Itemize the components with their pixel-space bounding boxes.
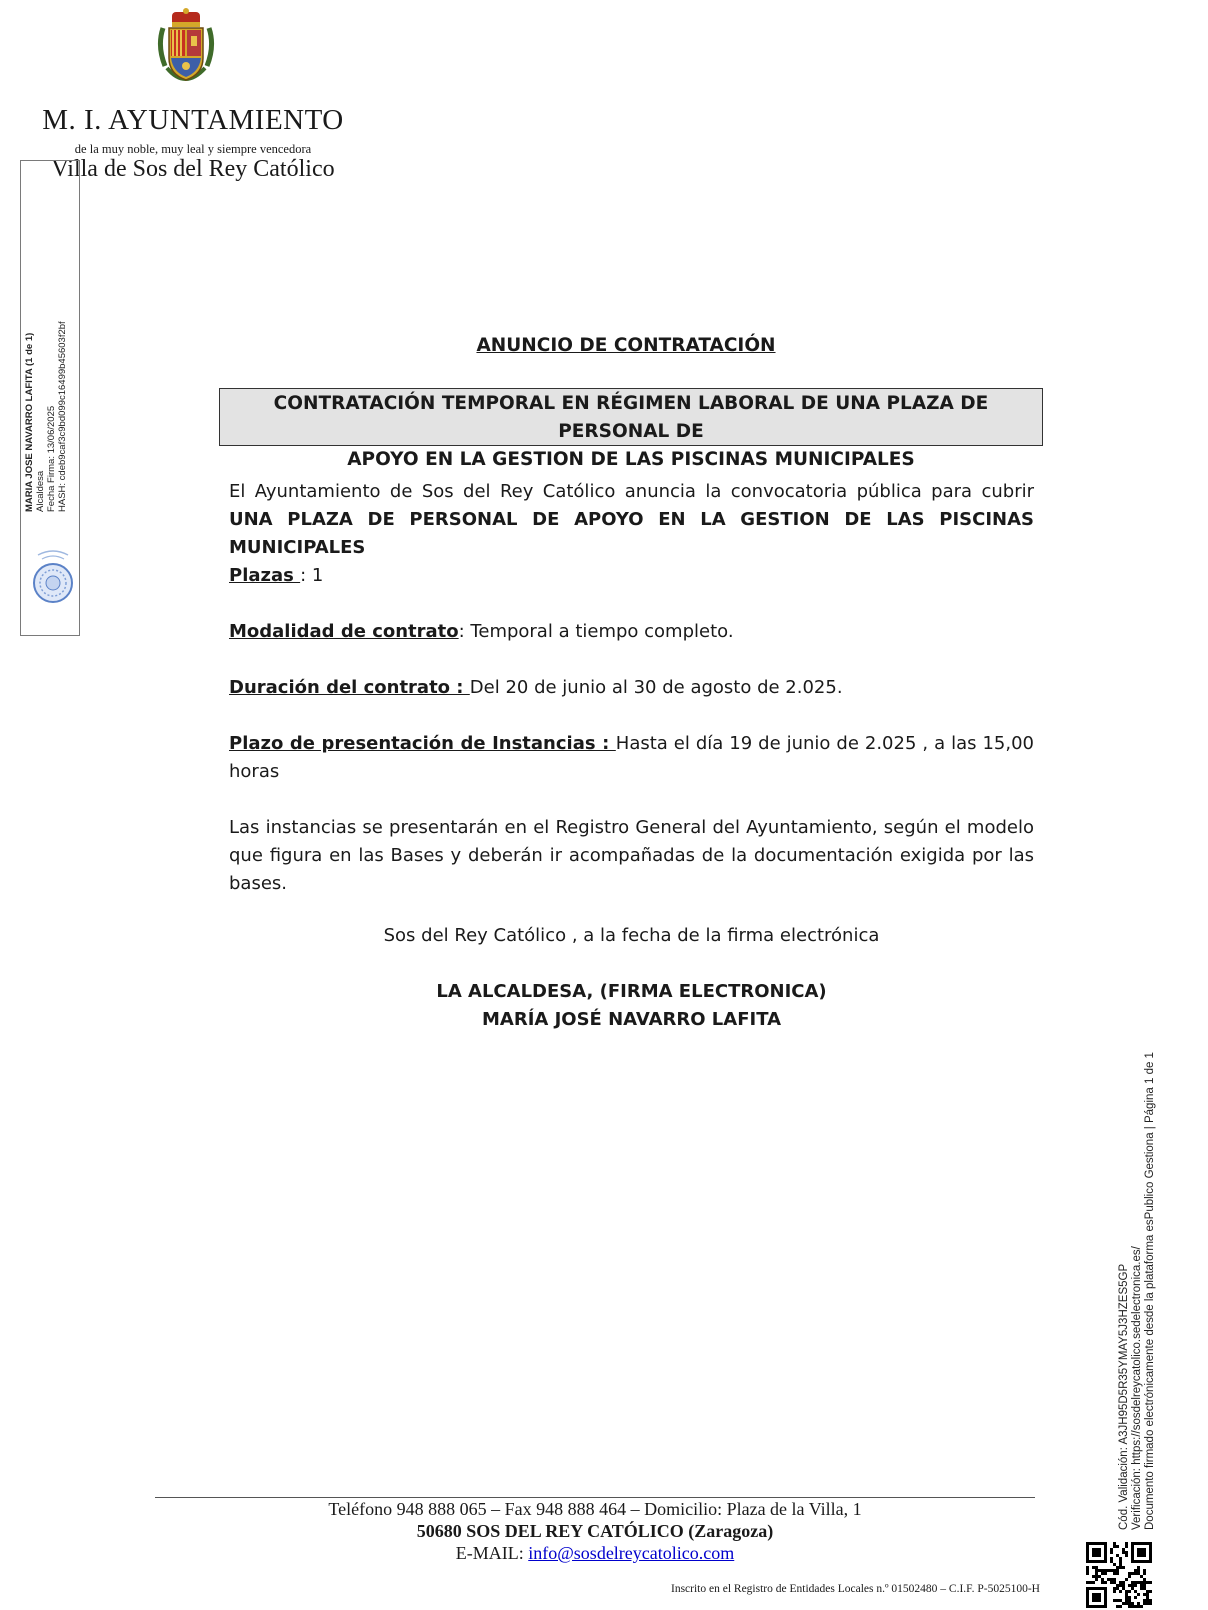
plazas-value: : 1: [300, 565, 324, 586]
validation-code: Cód. Validación: A3JH95D5R35YMAY5J3HZES5GP: [1118, 1263, 1130, 1530]
signer-name: MARIA JOSE NAVARRO LAFITA (1 de 1): [24, 332, 35, 512]
footer-registry: Inscrito en el Registro de Entidades Locales n.º 01502480 – C.I.F. P-5025100-H: [671, 1583, 1040, 1595]
email-link[interactable]: info@sosdelreycatolico.com: [528, 1543, 735, 1563]
plazas-label: Plazas: [229, 565, 301, 586]
validation-text: [1118, 1010, 1157, 1530]
org-name: M. I. AYUNTAMIENTO: [42, 104, 344, 136]
footer-contact: Teléfono 948 888 065 – Fax 948 888 464 – Domicilio: Plaza de la Villa, 1: [328, 1499, 862, 1519]
org-motto: de la muy noble, muy leal y siempre vencedora: [74, 142, 312, 156]
contract-title-box: [219, 388, 1043, 470]
modalidad-label: Modalidad de contrato: [229, 621, 459, 642]
contract-title-line1: CONTRATACIÓN TEMPORAL EN RÉGIMEN LABORAL DE UNA PLAZA DE PERSONAL DE: [273, 393, 989, 442]
modalidad-value: : Temporal a tiempo completo.: [458, 621, 734, 642]
signature-hash: HASH: cdeb9caf3c9bd099c16499b45603f2bf: [57, 321, 68, 512]
duracion-line: [229, 674, 1034, 702]
plazas-line: [229, 562, 1034, 590]
instancias-paragraph: Las instancias se presentarán en el Registro General del Ayuntamiento, según el modelo que figura en las Bases y deberán ir acompañadas de la documentación exigida por las bases.: [229, 817, 1034, 894]
footer-email-line: [155, 1543, 1035, 1564]
org-town: Villa de Sos del Rey Católico: [51, 156, 335, 182]
plazo-line: [229, 730, 1034, 786]
digital-seal-icon: [30, 545, 76, 607]
intro-text: El Ayuntamiento de Sos del Rey Católico anuncia la convocatoria pública para cubrir: [229, 481, 1034, 502]
place-date-line: Sos del Rey Católico , a la fecha de la firma electrónica: [383, 925, 880, 946]
signature-date: Fecha Firma: 13/06/2025: [46, 405, 57, 512]
validation-url: Verificación: https://sosdelreycatolico.sedelectronica.es/: [1131, 1246, 1143, 1530]
email-label: E-MAIL:: [455, 1543, 529, 1563]
plazo-label: Plazo de presentación de Instancias :: [229, 733, 616, 754]
modalidad-line: [229, 618, 1034, 646]
intro-position: UNA PLAZA DE PERSONAL DE APOYO EN LA GESTION DE LAS PISCINAS MUNICIPALES: [229, 509, 1034, 558]
contract-title-line2: APOYO EN LA GESTION DE LAS PISCINAS MUNICIPALES: [347, 449, 915, 470]
duracion-value: Del 20 de junio al 30 de agosto de 2.025.: [469, 677, 843, 698]
signatory-name: MARÍA JOSÉ NAVARRO LAFITA: [481, 1009, 782, 1030]
footer-address: 50680 SOS DEL REY CATÓLICO (Zaragoza): [416, 1521, 774, 1541]
qr-code-icon: [1086, 1542, 1152, 1608]
intro-paragraph: [229, 478, 1034, 562]
plazo-value: Hasta el día 19 de junio de 2.025 , a las 15,00 horas: [229, 733, 1034, 782]
duracion-label: Duración del contrato :: [229, 677, 470, 698]
coat-of-arms-icon: [155, 6, 217, 94]
announcement-title: ANUNCIO DE CONTRATACIÓN: [476, 335, 776, 356]
signer-role: Alcaldesa: [35, 470, 46, 512]
footer-divider: [155, 1497, 1035, 1498]
signatory-title: LA ALCALDESA, (FIRMA ELECTRONICA): [436, 981, 827, 1002]
validation-platform: Documento firmado electrónicamente desde la plataforma esPublico Gestiona | Página 1 de 1: [1144, 1052, 1156, 1530]
signature-details: [24, 282, 68, 512]
